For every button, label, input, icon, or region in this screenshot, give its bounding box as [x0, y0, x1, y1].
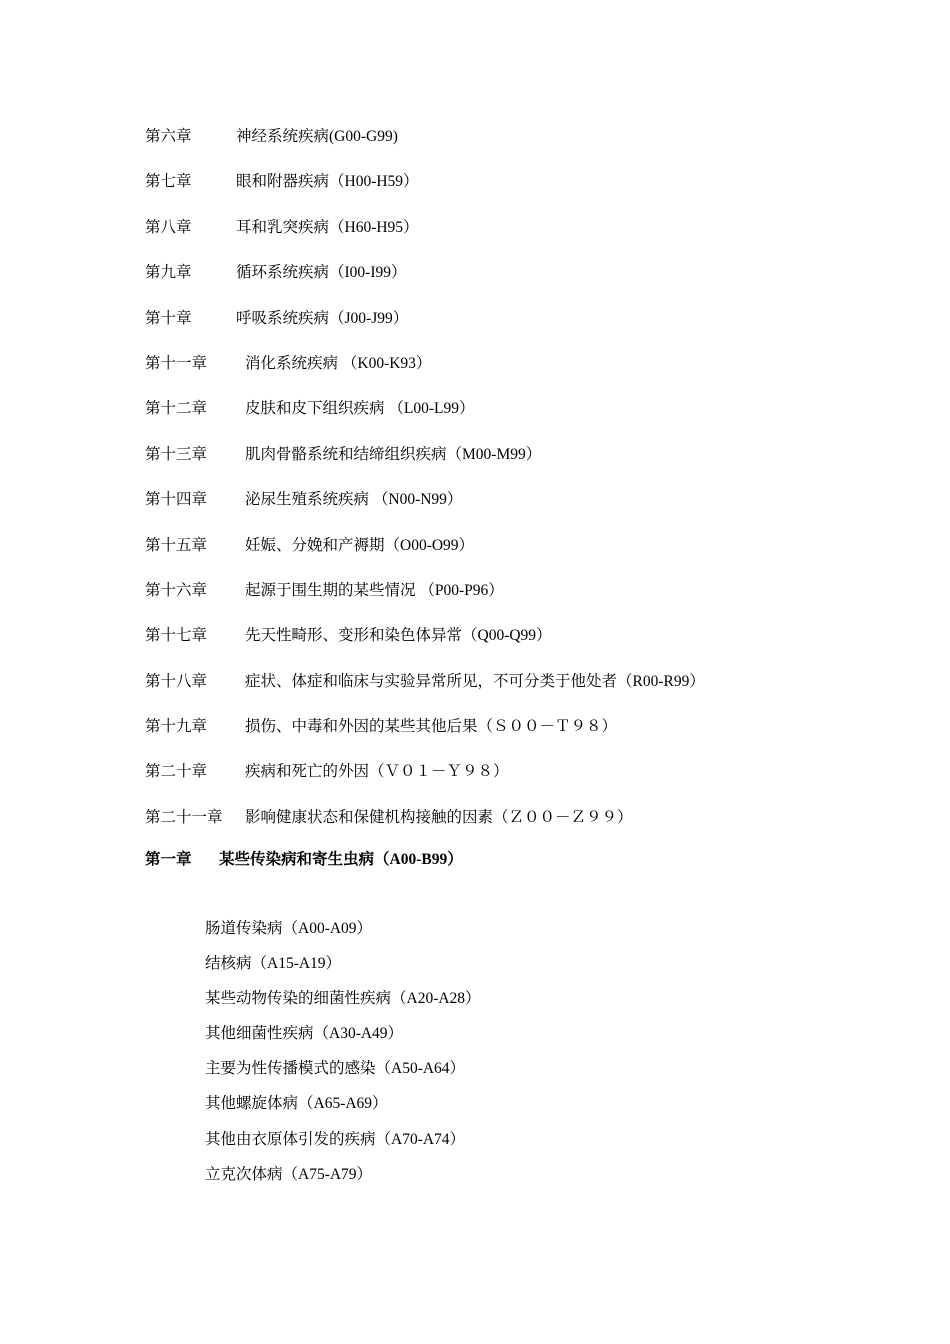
chapter-title: 损伤、中毒和外因的某些其他后果（Ｓ００－Ｔ９８） [245, 718, 618, 736]
chapter-row [145, 308, 705, 353]
chapter-row [145, 262, 705, 307]
chapter-title: 神经系统疾病(G00-G99) [236, 128, 398, 145]
chapter-title: 妊娠、分娩和产褥期（O00-O99） [245, 536, 475, 554]
chapter-title: 先天性畸形、变形和染色体异常（Q00-Q99） [245, 627, 552, 645]
section-title: 某些传染病和寄生虫病（A00-B99） [219, 851, 463, 868]
chapter-title: 肌肉骨骼系统和结缔组织疾病（M00-M99） [245, 445, 542, 463]
chapter-row [145, 489, 705, 534]
list-item: 某些动物传染的细菌性疾病（A20-A28） [205, 990, 481, 1008]
chapter-row [145, 761, 705, 806]
chapter-list [145, 126, 705, 852]
chapter-title: 疾病和死亡的外因（Ｖ０１－Ｙ９８） [245, 763, 509, 781]
chapter-row [145, 353, 705, 398]
chapter-title: 影响健康状态和保健机构接触的因素（Ｚ００－Ｚ９９） [245, 808, 633, 826]
chapter-number: 第十六章 [145, 581, 208, 599]
chapter-row [145, 807, 705, 852]
chapter-number: 第十五章 [145, 536, 208, 554]
list-item: 结核病（A15-A19） [205, 955, 342, 973]
chapter-number: 第十九章 [145, 718, 208, 736]
chapter-number: 第十三章 [145, 445, 208, 463]
chapter-title: 消化系统疾病 （K00-K93） [245, 354, 432, 372]
chapter-number: 第十一章 [145, 354, 208, 372]
list-item: 立克次体病（A75-A79） [205, 1165, 373, 1183]
chapter-row [145, 535, 705, 580]
chapter-row [145, 398, 705, 443]
chapter-number: 第二十一章 [145, 808, 223, 826]
chapter-number: 第九章 [145, 264, 192, 282]
chapter-number: 第十八章 [145, 672, 208, 690]
chapter-number: 第十七章 [145, 627, 208, 645]
list-item: 肠道传染病（A00-A09） [205, 920, 373, 937]
list-item: 主要为性传播模式的感染（A50-A64） [205, 1060, 466, 1078]
chapter-title: 起源于围生期的某些情况 （P00-P96） [245, 581, 504, 599]
list-item: 其他螺旋体病（A65-A69） [205, 1095, 388, 1113]
chapter-title: 皮肤和皮下组织疾病 （L00-L99） [245, 400, 475, 418]
chapter-title: 症状、体症和临床与实验异常所见，不可分类于他处者（R00-R99） [245, 672, 705, 690]
chapter-row [145, 171, 705, 216]
chapter-number: 第十二章 [145, 400, 208, 418]
chapter-title: 循环系统疾病（I00-I99） [236, 264, 407, 282]
chapter-number: 第十四章 [145, 491, 208, 509]
chapter-title: 眼和附器疾病（H00-H59） [236, 173, 419, 191]
chapter-row [145, 625, 705, 670]
list-item: 其他细菌性疾病（A30-A49） [205, 1025, 404, 1043]
chapter-title: 泌尿生殖系统疾病 （N00-N99） [245, 491, 463, 509]
chapter-title: 耳和乳突疾病（H60-H95） [236, 218, 419, 236]
chapter-number: 第十章 [145, 309, 192, 327]
chapter-number: 第七章 [145, 173, 192, 191]
chapter-row [145, 217, 705, 262]
section-heading [145, 849, 463, 871]
chapter-row [145, 716, 705, 761]
chapter-row [145, 126, 705, 171]
chapter-title: 呼吸系统疾病（J00-J99） [236, 309, 409, 327]
chapter-row [145, 580, 705, 625]
block-list [205, 918, 481, 1199]
list-item: 其他由衣原体引发的疾病（A70-A74） [205, 1130, 466, 1148]
chapter-row [145, 671, 705, 716]
chapter-row [145, 444, 705, 489]
chapter-number: 第八章 [145, 218, 192, 236]
section-number: 第一章 [145, 851, 192, 868]
chapter-number: 第二十章 [145, 763, 208, 781]
chapter-number: 第六章 [145, 128, 192, 145]
